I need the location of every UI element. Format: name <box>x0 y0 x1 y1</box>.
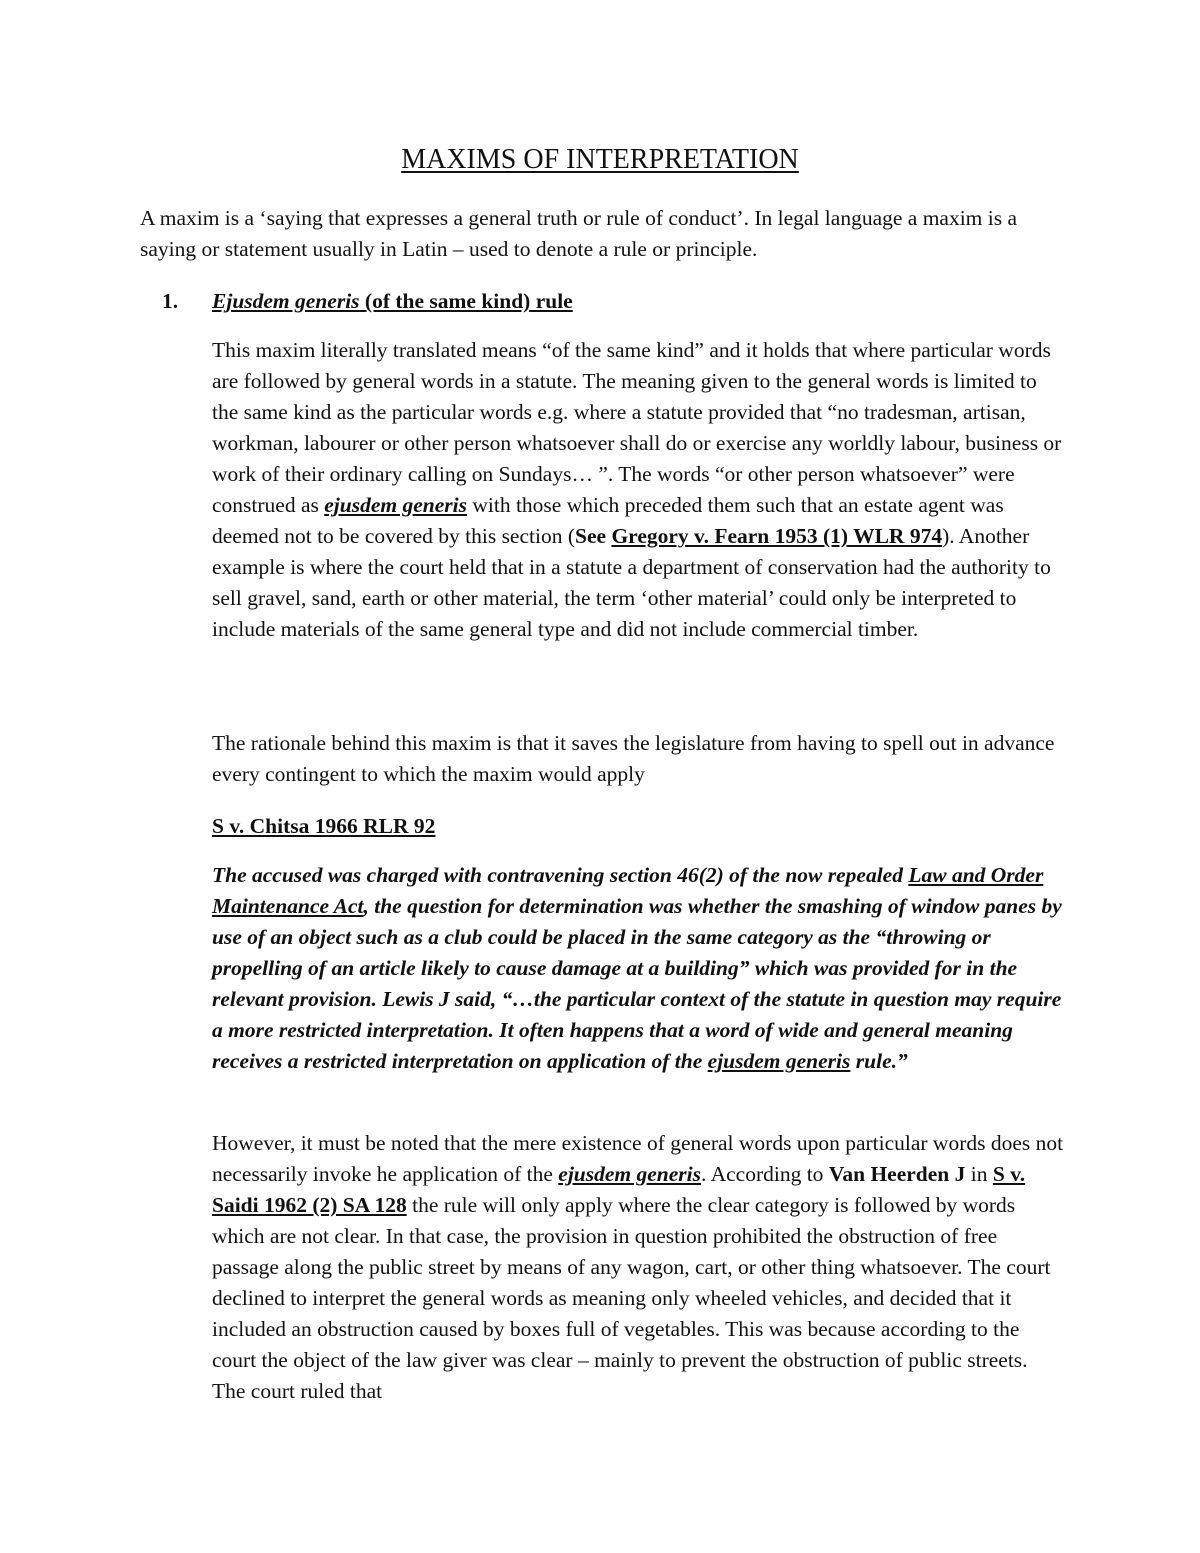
paragraph-definition <box>212 335 1064 645</box>
paragraph-rationale: The rationale behind this maxim is that it saves the legislature from having to spell out in advance every contingent to which the maxim would apply <box>212 731 1055 786</box>
section-number: 1. <box>162 289 179 313</box>
section-heading-latin: Ejusdem generis <box>212 289 360 313</box>
paragraph-text: However, it must be noted that the mere existence of general words upon particular words does not necessarily invoke he application of the <box>212 1131 1064 1186</box>
paragraph-text: ). Another example is where the court held that in a statute a department of conservation had the authority to sell gravel, sand, earth or other material, the term ‘other material’ could only be interpreted to include materials of the same general type and did not include commercial timber. <box>212 524 1051 641</box>
paragraph-text: the rule will only apply where the clear category is followed by words which are not clear. In that case, the provision in question prohibited the obstruction of free passage along the public street by means of any wagon, cart, or other thing whatsoever. The court declined to interpret the general words as meaning only wheeled vehicles, and decided that it included an obstruction caused by boxes full of vegetables. This was because according to the court the object of the law giver was clear – mainly to prevent the obstruction of public streets. The court ruled that <box>212 1193 1051 1403</box>
section-heading <box>212 286 573 317</box>
paragraph-however <box>212 1128 1064 1407</box>
paragraph-text: with those which preceded them such that an estate agent was deemed not to be covered by this section ( <box>212 493 1004 548</box>
latin-term: ejusdem generis <box>558 1162 702 1186</box>
judge-name: Van Heerden J <box>828 1162 966 1186</box>
paragraph-text: This maxim literally translated means “of the same kind” and it holds that where particular words are followed by general words in a statute. The meaning given to the general words is limited to the same kind as the particular words e.g. where a statute provided that “no tradesman, artisan, workman, labourer or other person whatsoever shall do or exercise any worldly labour, business or work of their ordinary calling on Sundays… ”. The words “or other person whatsoever” were construed as <box>212 338 1062 517</box>
case-summary <box>212 860 1064 1077</box>
act-name: Law and Order Maintenance Act <box>212 863 1044 918</box>
document-title: MAXIMS OF INTERPRETATION <box>401 144 799 175</box>
paragraph-text: in <box>965 1162 993 1186</box>
section-heading-rest: (of the same kind) rule <box>359 289 573 313</box>
latin-term: ejusdem generis <box>707 1049 851 1073</box>
case-heading: S v. Chitsa 1966 RLR 92 <box>212 814 436 838</box>
case-summary-text: The accused was charged with contravening section 46(2) of the now repealed <box>212 863 909 887</box>
case-summary-text: , the question for determination was whether the smashing of window panes by use of an object such as a club could be placed in the same category as the “throwing or propelling of an article likely to cause damage at a building” which was provided for in the relevant provision. Lewis J said, “…the particular context of the statute in question may require a more restricted interpretation. It often happens that a word of wide and general meaning receives a restricted interpretation on application of the <box>212 894 1062 1073</box>
paragraph-text: . According to <box>701 1162 829 1186</box>
case-citation: Gregory v. Fearn 1953 (1) WLR 974 <box>611 524 943 548</box>
latin-term: ejusdem generis <box>324 493 467 517</box>
case-summary-text: rule.” <box>850 1049 908 1073</box>
intro-paragraph: A maxim is a ‘saying that expresses a general truth or rule of conduct’. In legal language a maxim is a saying or statement usually in Latin – used to denote a rule or principle. <box>140 206 1018 261</box>
see-label: See <box>575 524 612 548</box>
case-citation: S v. Saidi 1962 (2) SA 128 <box>212 1162 1026 1217</box>
